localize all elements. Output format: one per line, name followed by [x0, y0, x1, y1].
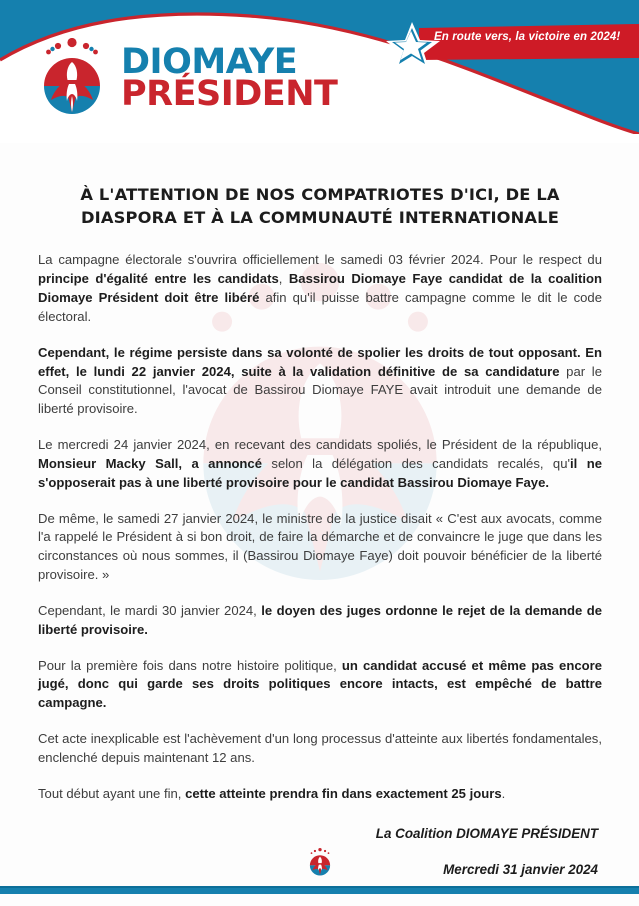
text-run: La campagne électorale s'ouvrira officiellement le samedi 03 février 2024. Pour le respect du: [38, 252, 602, 268]
emphasis-run: Bassirou Diomaye Faye candidat de la coalition Diomaye Président doit être libéré: [38, 271, 602, 305]
text-run: Le mercredi 24 janvier 2024, en recevant des candidats spoliés, le Président de la république,: [38, 437, 602, 453]
text-run: .: [501, 785, 506, 801]
emphasis-run: cette atteinte prendra fin dans exactement 25 jours: [185, 785, 502, 801]
para-7: [38, 730, 602, 768]
text-run: De même, le samedi 27 janvier 2024, le ministre de la justice disait « C'est aux avocats, comme l'a rappelé le Président à si bon droit, de faire la démarche et de convaincre le juge que dans les circonstances où nous sommes, il (Bassirou Diomaye Faye) doit pouvoir bénéficier de la liberté provisoire. »: [38, 510, 602, 583]
para-4: [38, 510, 602, 585]
emphasis-run: Monsieur Macky Sall, a annoncé: [38, 455, 262, 471]
text-run: par le Conseil constitutionnel, l'avocat de Bassirou Diomaye FAYE avait introduit une demande de liberté provisoire.: [38, 363, 602, 417]
footer-bar: [0, 888, 639, 894]
emphasis-run: il ne s'opposerait pas à une liberté provisoire pour le candidat Bassirou Diomaye Faye.: [38, 455, 602, 490]
emphasis-run: principe d'égalité entre les candidats: [38, 271, 279, 287]
para-1: [38, 251, 602, 326]
brand-logo: [36, 38, 337, 118]
text-run: ,: [278, 271, 289, 287]
document-body: [38, 183, 602, 877]
para-2: [38, 344, 602, 419]
emphasis-run: un candidat accusé et même pas encore jugé, donc qui garde ses droits politiques encore intacts, est empêché de battre campagne.: [38, 657, 602, 711]
text-run: Cependant, le mardi 30 janvier 2024,: [38, 602, 262, 618]
wordmark-line-1: DIOMAYE: [121, 41, 298, 82]
brand-wordmark: [121, 41, 338, 114]
text-run: selon la délégation des candidats recalés, qu': [262, 455, 570, 471]
text-run: Cet acte inexplicable est l'achèvement d'un long processus d'atteinte aux libertés fondamentales, enclenché depuis maintenant 12 ans.: [38, 731, 602, 765]
paragraph-list: [38, 251, 602, 803]
para-8: [38, 785, 602, 804]
para-3: [38, 436, 602, 493]
page-title: À L'ATTENTION DE NOS COMPATRIOTES D'ICI, DE LA DIASPORA ET À LA COMMUNAUTÉ INTERNATIONALE: [80, 185, 560, 228]
campaign-slogan: En route vers, la victoire en 2024!: [434, 31, 621, 43]
emphasis-run: Cependant, le régime persiste dans sa volonté de spolier les droits de tout opposant. En effet, le lundi 22 janvier 2024, suite à la validation définitive de sa candidature: [38, 344, 602, 379]
stars-arc: [46, 38, 98, 54]
para-5: [38, 602, 602, 640]
page-header: [0, 0, 639, 143]
text-run: Pour la première fois dans notre histoire politique,: [38, 657, 342, 673]
text-run: Tout début ayant une fin,: [38, 785, 186, 801]
text-run: afin qu'il puisse battre campagne comme le dit le code électoral.: [38, 289, 602, 324]
diomaye-president-emblem: [36, 38, 108, 118]
signature-block: [38, 826, 602, 877]
signature-date: Mercredi 31 janvier 2024: [443, 861, 598, 877]
wordmark-line-2: PRÉSIDENT: [121, 74, 338, 114]
emphasis-run: le doyen des juges ordonne le rejet de la demande de liberté provisoire.: [38, 602, 602, 637]
signature-organisation: La Coalition DIOMAYE PRÉSIDENT: [375, 825, 598, 841]
para-6: [38, 657, 602, 714]
